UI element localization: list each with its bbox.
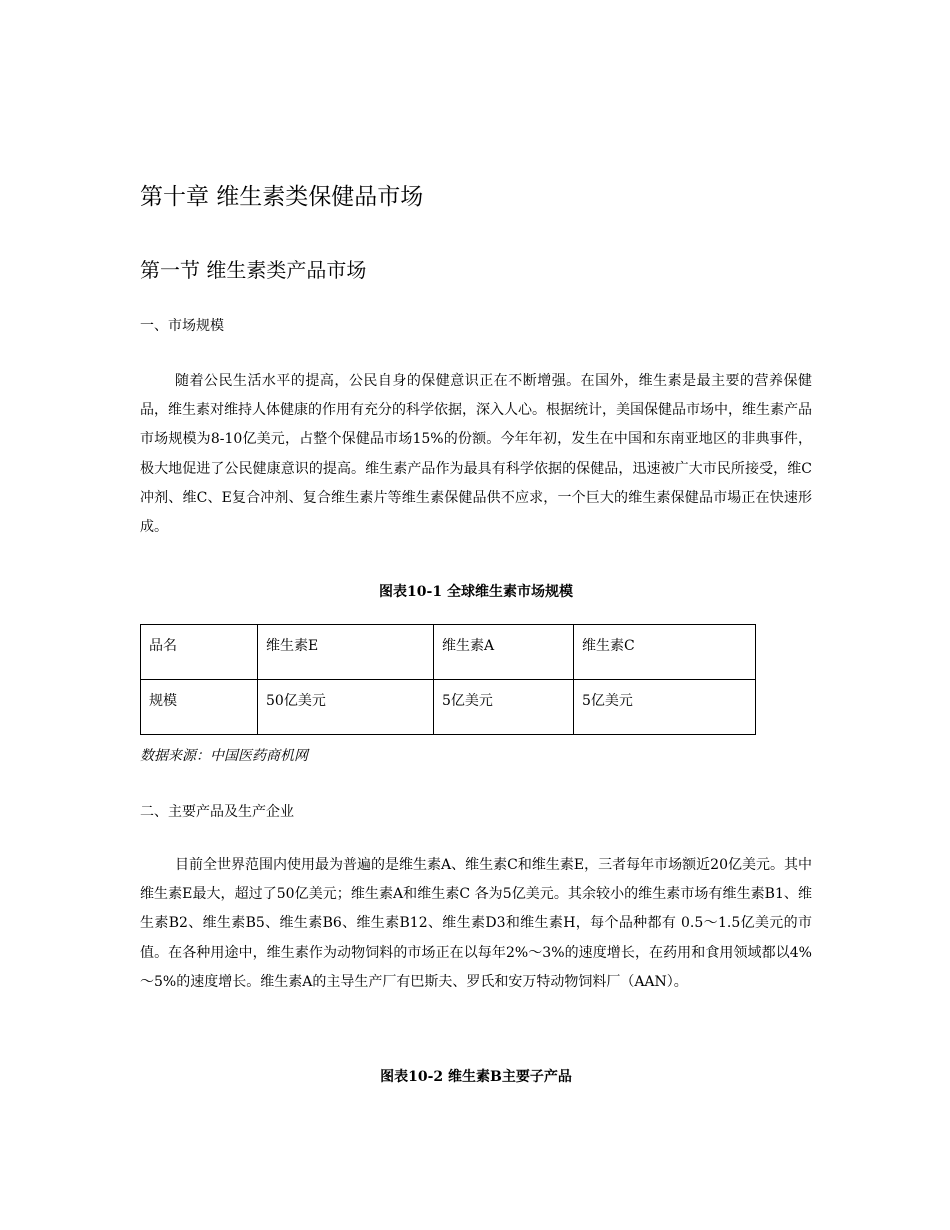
section-title: 第一节 维生素类产品市场 [140, 258, 367, 282]
part1-paragraph: 随着公民生活水平的提高，公民自身的保健意识正在不断增强。在国外，维生素是最主要的营养保健品，维生素对维持人体健康的作用有充分的科学依据，深入人心。根据统计，美国保健品市场中，维生素产品市场规模为8-10亿美元，占整个保健品市场15%的份额。今年年初，发生在中国和东南亚地区的非典事件，极大地促进了公民健康意识的提高。维生素产品作为最具有科学依据的保健品，迅速被广大市民所接受，维C冲剂、维C、E复合冲剂、复合维生素片等维生素保健品供不应求，一个巨大的维生素保健品市場正在快速形成。 [140, 373, 812, 536]
table1-source: 数据来源：中国医药商机网 [140, 748, 308, 764]
market-size-table [140, 624, 756, 735]
table-cell: 5亿美元 [434, 680, 574, 735]
chapter-title: 第十章 维生素类保健品市场 [140, 184, 424, 210]
table-row [141, 680, 756, 735]
table-cell: 50亿美元 [258, 680, 434, 735]
table1-caption: 图表10-1 全球维生素市场规模 [379, 584, 573, 600]
table-cell: 维生素C [574, 625, 756, 680]
table-cell: 维生素E [258, 625, 434, 680]
table-cell: 规模 [141, 680, 258, 735]
table-cell: 5亿美元 [574, 680, 756, 735]
table2-caption: 图表10-2 维生素B主要子产品 [380, 1069, 572, 1085]
table-cell: 品名 [141, 625, 258, 680]
part2-heading: 二、主要产品及生产企业 [140, 804, 294, 820]
table-row [141, 625, 756, 680]
table-cell: 维生素A [434, 625, 574, 680]
part2-paragraph: 目前全世界范围内使用最为普遍的是维生素A、维生素C和维生素E，三者每年市场额近20亿美元。其中维生素E最大，超过了50亿美元；维生素A和维生素C 各为5亿美元。其余较小的维生素市场有维生素B1、维生素B2、维生素B5、维生素B6、维生素B12、维生素D3和维生素H，每个品种都有 0.5～1.5亿美元的市值。在各种用途中，维生素作为动物饲料的市场正在以每年2%～3%的速度增长，在药用和食用领域都以4%～5%的速度增长。维生素A的主导生产厂有巴斯夫、罗氏和安万特动物饲料厂（AAN）。 [140, 857, 812, 990]
part1-heading: 一、市场规模 [140, 318, 224, 334]
